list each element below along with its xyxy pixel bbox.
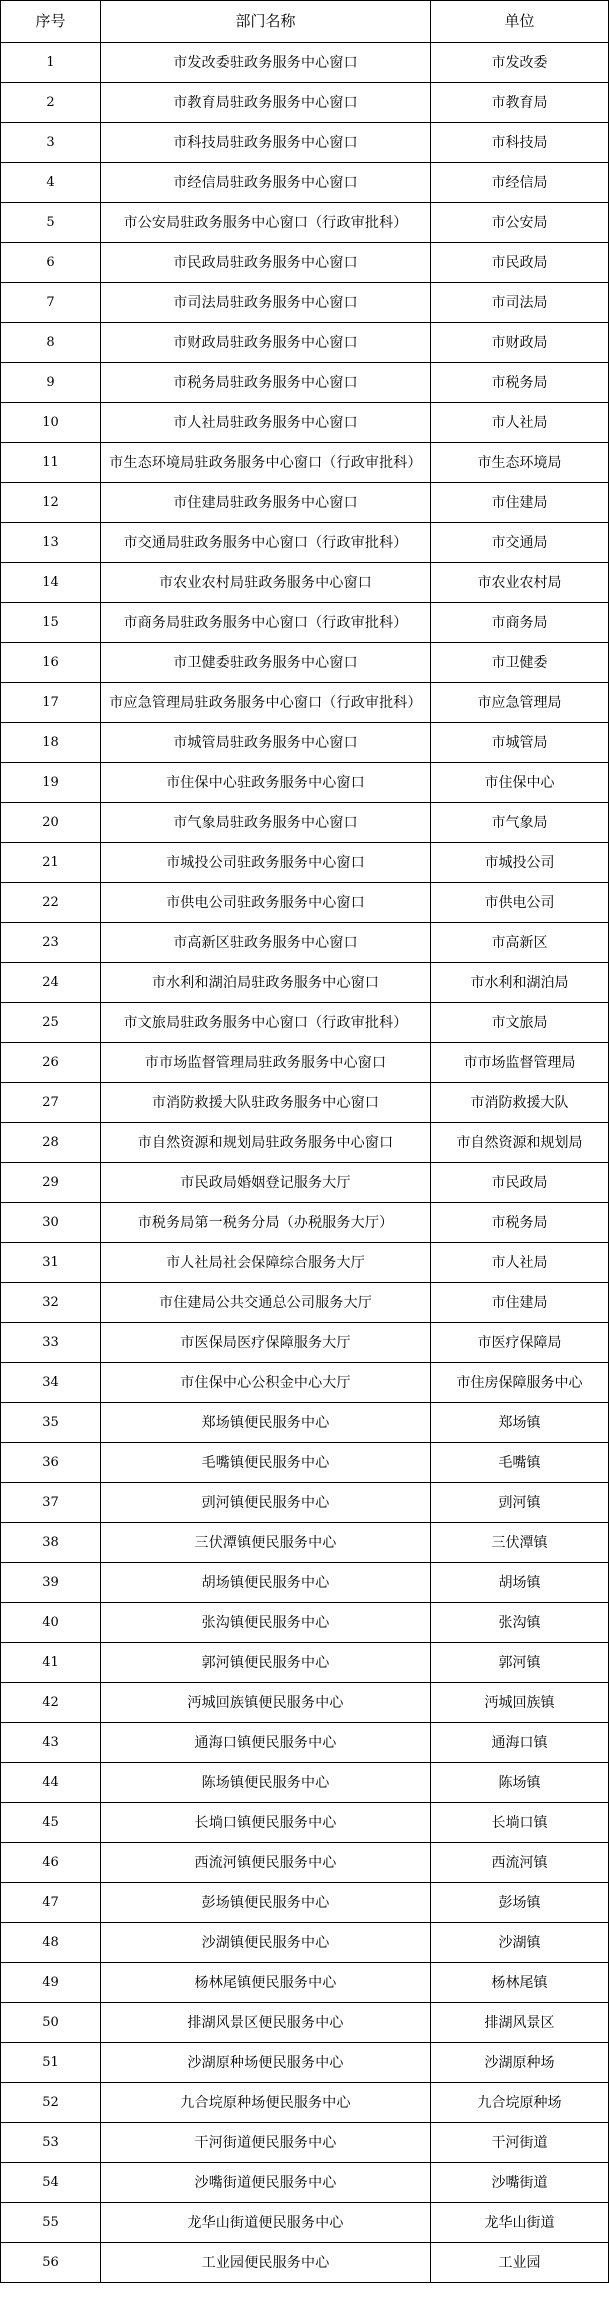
row-serial-number: 54	[1, 2163, 101, 2203]
table-row	[1, 1123, 609, 1163]
row-serial-number: 28	[1, 1123, 101, 1163]
row-serial-number: 40	[1, 1603, 101, 1643]
header-unit: 单位	[431, 1, 609, 43]
row-serial-number: 3	[1, 123, 101, 163]
row-department-name: 沔城回族镇便民服务中心	[101, 1683, 431, 1723]
row-serial-number: 9	[1, 363, 101, 403]
table-row	[1, 1923, 609, 1963]
row-serial-number: 25	[1, 1003, 101, 1043]
row-department-name: 市医保局医疗保障服务大厅	[101, 1323, 431, 1363]
row-serial-number: 51	[1, 2043, 101, 2083]
row-serial-number: 13	[1, 523, 101, 563]
row-unit-name: 市农业农村局	[431, 563, 609, 603]
row-department-name: 市市场监督管理局驻政务服务中心窗口	[101, 1043, 431, 1083]
row-department-name: 工业园便民服务中心	[101, 2243, 431, 2283]
row-unit-name: 市经信局	[431, 163, 609, 203]
table-row	[1, 1723, 609, 1763]
row-department-name: 市发改委驻政务服务中心窗口	[101, 43, 431, 83]
row-department-name: 市消防救援大队驻政务服务中心窗口	[101, 1083, 431, 1123]
row-unit-name: 市发改委	[431, 43, 609, 83]
row-department-name: 沙嘴街道便民服务中心	[101, 2163, 431, 2203]
row-department-name: 长埫口镇便民服务中心	[101, 1803, 431, 1843]
table-body	[1, 43, 609, 2283]
row-serial-number: 41	[1, 1643, 101, 1683]
row-serial-number: 52	[1, 2083, 101, 2123]
table-row	[1, 443, 609, 483]
table-row	[1, 643, 609, 683]
row-serial-number: 21	[1, 843, 101, 883]
table-row	[1, 163, 609, 203]
table-row	[1, 1323, 609, 1363]
row-serial-number: 18	[1, 723, 101, 763]
row-unit-name: 市文旅局	[431, 1003, 609, 1043]
row-unit-name: 市税务局	[431, 1203, 609, 1243]
row-department-name: 郭河镇便民服务中心	[101, 1643, 431, 1683]
header-serial-number: 序号	[1, 1, 101, 43]
row-unit-name: 彭场镇	[431, 1883, 609, 1923]
table-row	[1, 2123, 609, 2163]
row-unit-name: 市商务局	[431, 603, 609, 643]
row-unit-name: 西流河镇	[431, 1843, 609, 1883]
table-row	[1, 1003, 609, 1043]
row-unit-name: 市税务局	[431, 363, 609, 403]
row-department-name: 三伏潭镇便民服务中心	[101, 1523, 431, 1563]
row-department-name: 市住保中心驻政务服务中心窗口	[101, 763, 431, 803]
row-serial-number: 26	[1, 1043, 101, 1083]
row-department-name: 市自然资源和规划局驻政务服务中心窗口	[101, 1123, 431, 1163]
table-row	[1, 1483, 609, 1523]
row-serial-number: 12	[1, 483, 101, 523]
table-row	[1, 2243, 609, 2283]
row-serial-number: 43	[1, 1723, 101, 1763]
table-row	[1, 1803, 609, 1843]
row-department-name: 市司法局驻政务服务中心窗口	[101, 283, 431, 323]
row-serial-number: 39	[1, 1563, 101, 1603]
row-department-name: 市住建局驻政务服务中心窗口	[101, 483, 431, 523]
row-department-name: 市城投公司驻政务服务中心窗口	[101, 843, 431, 883]
row-unit-name: 陈场镇	[431, 1763, 609, 1803]
row-unit-name: 市生态环境局	[431, 443, 609, 483]
row-department-name: 市科技局驻政务服务中心窗口	[101, 123, 431, 163]
table-row	[1, 1163, 609, 1203]
row-unit-name: 市住建局	[431, 483, 609, 523]
row-department-name: 龙华山街道便民服务中心	[101, 2203, 431, 2243]
row-department-name: 沙湖镇便民服务中心	[101, 1923, 431, 1963]
table-row	[1, 1403, 609, 1443]
table-row	[1, 483, 609, 523]
table-row	[1, 683, 609, 723]
row-serial-number: 11	[1, 443, 101, 483]
row-department-name: 市供电公司驻政务服务中心窗口	[101, 883, 431, 923]
row-serial-number: 1	[1, 43, 101, 83]
table-row	[1, 603, 609, 643]
table-row	[1, 1363, 609, 1403]
row-unit-name: 市住保中心	[431, 763, 609, 803]
row-department-name: 郑场镇便民服务中心	[101, 1403, 431, 1443]
table-row	[1, 1443, 609, 1483]
row-unit-name: 张沟镇	[431, 1603, 609, 1643]
row-unit-name: 市城投公司	[431, 843, 609, 883]
row-department-name: 市公安局驻政务服务中心窗口（行政审批科）	[101, 203, 431, 243]
row-serial-number: 2	[1, 83, 101, 123]
row-serial-number: 20	[1, 803, 101, 843]
table-row	[1, 803, 609, 843]
table-row	[1, 2083, 609, 2123]
table-row	[1, 403, 609, 443]
row-unit-name: 杨林尾镇	[431, 1963, 609, 2003]
table-header-row	[1, 1, 609, 43]
table-row	[1, 2043, 609, 2083]
row-department-name: 陈场镇便民服务中心	[101, 1763, 431, 1803]
table-row	[1, 283, 609, 323]
table-row	[1, 1203, 609, 1243]
table-row	[1, 323, 609, 363]
row-serial-number: 37	[1, 1483, 101, 1523]
row-unit-name: 市供电公司	[431, 883, 609, 923]
table-row	[1, 523, 609, 563]
row-serial-number: 55	[1, 2203, 101, 2243]
row-serial-number: 6	[1, 243, 101, 283]
row-unit-name: 市公安局	[431, 203, 609, 243]
row-department-name: 市人社局驻政务服务中心窗口	[101, 403, 431, 443]
row-unit-name: 市住建局	[431, 1283, 609, 1323]
row-department-name: 毛嘴镇便民服务中心	[101, 1443, 431, 1483]
row-serial-number: 34	[1, 1363, 101, 1403]
table-row	[1, 1643, 609, 1683]
table-row	[1, 1523, 609, 1563]
row-department-name: 沙湖原种场便民服务中心	[101, 2043, 431, 2083]
row-department-name: 张沟镇便民服务中心	[101, 1603, 431, 1643]
row-unit-name: 市人社局	[431, 1243, 609, 1283]
row-serial-number: 53	[1, 2123, 101, 2163]
row-department-name: 西流河镇便民服务中心	[101, 1843, 431, 1883]
row-serial-number: 17	[1, 683, 101, 723]
row-unit-name: 沔城回族镇	[431, 1683, 609, 1723]
row-unit-name: 市市场监督管理局	[431, 1043, 609, 1083]
row-serial-number: 38	[1, 1523, 101, 1563]
row-serial-number: 30	[1, 1203, 101, 1243]
row-department-name: 市住建局公共交通总公司服务大厅	[101, 1283, 431, 1323]
row-unit-name: 毛嘴镇	[431, 1443, 609, 1483]
table-row	[1, 563, 609, 603]
row-unit-name: 工业园	[431, 2243, 609, 2283]
table-row	[1, 2203, 609, 2243]
table-row	[1, 243, 609, 283]
row-unit-name: 市城管局	[431, 723, 609, 763]
row-unit-name: 市教育局	[431, 83, 609, 123]
row-unit-name: 剅河镇	[431, 1483, 609, 1523]
row-unit-name: 九合垸原种场	[431, 2083, 609, 2123]
row-department-name: 市民政局婚姻登记服务大厅	[101, 1163, 431, 1203]
table-row	[1, 1843, 609, 1883]
table-row	[1, 723, 609, 763]
row-serial-number: 31	[1, 1243, 101, 1283]
table-row	[1, 363, 609, 403]
row-department-name: 市经信局驻政务服务中心窗口	[101, 163, 431, 203]
row-department-name: 胡场镇便民服务中心	[101, 1563, 431, 1603]
table-row	[1, 963, 609, 1003]
row-unit-name: 市科技局	[431, 123, 609, 163]
row-serial-number: 29	[1, 1163, 101, 1203]
row-serial-number: 22	[1, 883, 101, 923]
table-row	[1, 1883, 609, 1923]
row-unit-name: 沙湖原种场	[431, 2043, 609, 2083]
row-serial-number: 15	[1, 603, 101, 643]
row-department-name: 市城管局驻政务服务中心窗口	[101, 723, 431, 763]
row-serial-number: 32	[1, 1283, 101, 1323]
row-department-name: 市应急管理局驻政务服务中心窗口（行政审批科）	[101, 683, 431, 723]
row-serial-number: 33	[1, 1323, 101, 1363]
row-department-name: 市卫健委驻政务服务中心窗口	[101, 643, 431, 683]
row-unit-name: 干河街道	[431, 2123, 609, 2163]
table-row	[1, 883, 609, 923]
table-row	[1, 43, 609, 83]
row-department-name: 市气象局驻政务服务中心窗口	[101, 803, 431, 843]
row-unit-name: 市自然资源和规划局	[431, 1123, 609, 1163]
row-unit-name: 市医疗保障局	[431, 1323, 609, 1363]
row-serial-number: 42	[1, 1683, 101, 1723]
row-unit-name: 通海口镇	[431, 1723, 609, 1763]
table-row	[1, 923, 609, 963]
row-department-name: 杨林尾镇便民服务中心	[101, 1963, 431, 2003]
row-department-name: 市文旅局驻政务服务中心窗口（行政审批科）	[101, 1003, 431, 1043]
row-department-name: 市民政局驻政务服务中心窗口	[101, 243, 431, 283]
table-row	[1, 1683, 609, 1723]
row-serial-number: 48	[1, 1923, 101, 1963]
table-row	[1, 1243, 609, 1283]
table-row	[1, 1603, 609, 1643]
table-row	[1, 83, 609, 123]
row-department-name: 市教育局驻政务服务中心窗口	[101, 83, 431, 123]
row-serial-number: 50	[1, 2003, 101, 2043]
row-serial-number: 47	[1, 1883, 101, 1923]
table-row	[1, 2003, 609, 2043]
row-serial-number: 35	[1, 1403, 101, 1443]
row-serial-number: 27	[1, 1083, 101, 1123]
row-department-name: 市财政局驻政务服务中心窗口	[101, 323, 431, 363]
row-department-name: 市农业农村局驻政务服务中心窗口	[101, 563, 431, 603]
row-serial-number: 14	[1, 563, 101, 603]
row-serial-number: 46	[1, 1843, 101, 1883]
row-department-name: 市水利和湖泊局驻政务服务中心窗口	[101, 963, 431, 1003]
row-unit-name: 市民政局	[431, 1163, 609, 1203]
table-row	[1, 2163, 609, 2203]
table-row	[1, 1763, 609, 1803]
row-department-name: 市交通局驻政务服务中心窗口（行政审批科）	[101, 523, 431, 563]
row-unit-name: 沙湖镇	[431, 1923, 609, 1963]
row-department-name: 干河街道便民服务中心	[101, 2123, 431, 2163]
row-unit-name: 市财政局	[431, 323, 609, 363]
row-serial-number: 5	[1, 203, 101, 243]
table-row	[1, 123, 609, 163]
table-row	[1, 763, 609, 803]
row-serial-number: 4	[1, 163, 101, 203]
row-serial-number: 10	[1, 403, 101, 443]
row-unit-name: 长埫口镇	[431, 1803, 609, 1843]
table-row	[1, 203, 609, 243]
table-row	[1, 843, 609, 883]
row-unit-name: 市高新区	[431, 923, 609, 963]
row-department-name: 市高新区驻政务服务中心窗口	[101, 923, 431, 963]
row-unit-name: 市人社局	[431, 403, 609, 443]
row-unit-name: 市住房保障服务中心	[431, 1363, 609, 1403]
row-unit-name: 市民政局	[431, 243, 609, 283]
table-row	[1, 1963, 609, 2003]
row-department-name: 通海口镇便民服务中心	[101, 1723, 431, 1763]
row-serial-number: 16	[1, 643, 101, 683]
row-department-name: 排湖风景区便民服务中心	[101, 2003, 431, 2043]
table-row	[1, 1083, 609, 1123]
table-row	[1, 1563, 609, 1603]
row-serial-number: 49	[1, 1963, 101, 2003]
row-unit-name: 市水利和湖泊局	[431, 963, 609, 1003]
header-department-name: 部门名称	[101, 1, 431, 43]
row-unit-name: 龙华山街道	[431, 2203, 609, 2243]
row-unit-name: 排湖风景区	[431, 2003, 609, 2043]
row-department-name: 市税务局第一税务分局（办税服务大厅）	[101, 1203, 431, 1243]
row-serial-number: 36	[1, 1443, 101, 1483]
row-department-name: 市税务局驻政务服务中心窗口	[101, 363, 431, 403]
row-serial-number: 44	[1, 1763, 101, 1803]
row-department-name: 九合垸原种场便民服务中心	[101, 2083, 431, 2123]
row-department-name: 剅河镇便民服务中心	[101, 1483, 431, 1523]
row-unit-name: 市气象局	[431, 803, 609, 843]
row-unit-name: 市应急管理局	[431, 683, 609, 723]
row-unit-name: 胡场镇	[431, 1563, 609, 1603]
row-unit-name: 市交通局	[431, 523, 609, 563]
row-unit-name: 沙嘴街道	[431, 2163, 609, 2203]
row-serial-number: 7	[1, 283, 101, 323]
table-row	[1, 1283, 609, 1323]
table-row	[1, 1043, 609, 1083]
row-serial-number: 45	[1, 1803, 101, 1843]
row-serial-number: 8	[1, 323, 101, 363]
row-unit-name: 市消防救援大队	[431, 1083, 609, 1123]
row-serial-number: 23	[1, 923, 101, 963]
row-serial-number: 19	[1, 763, 101, 803]
row-unit-name: 郭河镇	[431, 1643, 609, 1683]
row-department-name: 市生态环境局驻政务服务中心窗口（行政审批科）	[101, 443, 431, 483]
row-department-name: 市商务局驻政务服务中心窗口（行政审批科）	[101, 603, 431, 643]
row-unit-name: 郑场镇	[431, 1403, 609, 1443]
row-department-name: 彭场镇便民服务中心	[101, 1883, 431, 1923]
row-unit-name: 市司法局	[431, 283, 609, 323]
row-department-name: 市人社局社会保障综合服务大厅	[101, 1243, 431, 1283]
row-unit-name: 三伏潭镇	[431, 1523, 609, 1563]
row-serial-number: 56	[1, 2243, 101, 2283]
row-serial-number: 24	[1, 963, 101, 1003]
row-department-name: 市住保中心公积金中心大厅	[101, 1363, 431, 1403]
row-unit-name: 市卫健委	[431, 643, 609, 683]
